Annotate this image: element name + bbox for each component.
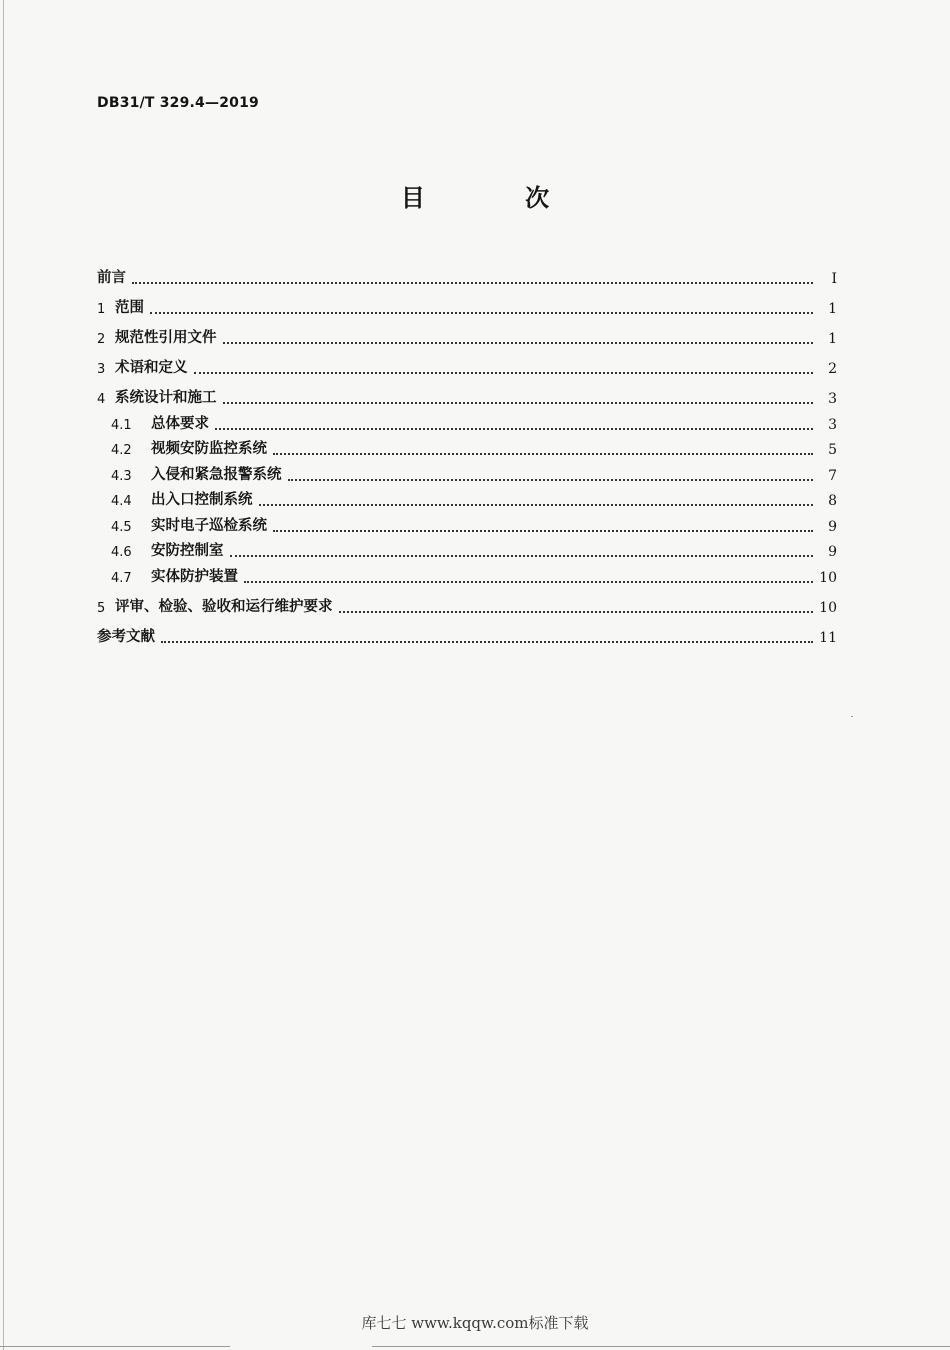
toc-entry[interactable] <box>97 586 837 616</box>
toc-entry-number: 4.7 <box>111 570 132 586</box>
toc-subentry[interactable] <box>97 433 837 459</box>
toc-entry-label: 总体要求 <box>151 415 209 432</box>
toc-entry-label: 实时电子巡检系统 <box>151 517 267 534</box>
toc-entry-page: 9 <box>828 518 837 535</box>
footer-watermark: 库七七 www.kqqw.com标准下载 <box>361 1314 589 1332</box>
toc-entry-label: 实体防护装置 <box>151 568 238 585</box>
toc-entry-page: 8 <box>828 493 837 509</box>
toc-entry[interactable] <box>97 616 837 646</box>
toc-entry[interactable] <box>97 317 837 347</box>
toc-entry[interactable] <box>97 347 837 377</box>
toc-entry-label: 规范性引用文件 <box>115 330 217 346</box>
toc-entry-number: 4.3 <box>111 468 132 484</box>
toc-entry[interactable] <box>97 257 837 287</box>
toc-leader-dots <box>230 541 814 557</box>
toc-entry-page: 3 <box>828 416 837 433</box>
toc-entry-label: 安防控制室 <box>151 543 224 559</box>
toc-entry-page: 5 <box>828 442 837 458</box>
toc-subentry[interactable] <box>97 560 837 586</box>
toc-subentry[interactable] <box>97 407 837 433</box>
toc-entry-label: 术语和定义 <box>115 360 188 376</box>
toc-entry-label: 系统设计和施工 <box>115 390 217 406</box>
toc-entry-label: 视频安防监控系统 <box>151 441 267 457</box>
toc-entry-page: Ⅰ <box>831 271 837 287</box>
toc-entry-label: 入侵和紧急报警系统 <box>151 466 282 483</box>
toc-leader-dots <box>215 414 813 430</box>
toc-leader-dots <box>273 439 813 455</box>
toc-entry-number: 2 <box>97 332 106 347</box>
toc-leader-dots <box>339 597 814 613</box>
toc-title: 目 次 <box>400 184 596 212</box>
toc-entry-page: 7 <box>828 467 837 484</box>
toc-entry-label: 参考文献 <box>97 628 155 645</box>
toc-entry-number: 5 <box>97 600 106 616</box>
toc-entry-page: 10 <box>819 599 837 616</box>
toc-entry-page: 9 <box>828 544 837 560</box>
toc-entry-label: 出入口控制系统 <box>151 492 253 508</box>
toc-entry[interactable] <box>97 377 837 407</box>
toc-leader-dots <box>161 627 813 643</box>
toc-entry-number: 4.1 <box>111 417 132 433</box>
toc-entry-number: 4.5 <box>111 519 132 535</box>
toc-leader-dots <box>273 516 813 532</box>
document-code: DB31/T 329.4—2019 <box>97 95 259 111</box>
toc-entry-page: 11 <box>819 629 837 646</box>
toc-entry-number: 1 <box>97 302 106 317</box>
toc-entry-number: 4.2 <box>111 443 132 458</box>
scan-bottom-line <box>372 1346 950 1347</box>
scan-bottom-line <box>0 1346 230 1347</box>
toc-entry-page: 2 <box>828 361 837 377</box>
toc-leader-dots <box>150 298 813 314</box>
toc-subentry[interactable] <box>97 535 837 561</box>
toc-leader-dots <box>132 268 813 284</box>
toc-subentry[interactable] <box>97 509 837 535</box>
toc-entry-number: 3 <box>97 362 106 377</box>
toc-leader-dots <box>244 567 813 583</box>
toc-leader-dots <box>223 388 814 404</box>
toc-entry-number: 4.6 <box>111 545 132 560</box>
toc-entry-page: 3 <box>828 391 837 407</box>
toc-leader-dots <box>288 465 814 481</box>
scan-speck <box>851 716 853 717</box>
toc-entry-page: 1 <box>828 331 837 347</box>
toc-subentry[interactable] <box>97 458 837 484</box>
toc-leader-dots <box>223 328 814 344</box>
toc-leader-dots <box>194 358 814 374</box>
toc-entry[interactable] <box>97 287 837 317</box>
toc-entry-label: 范围 <box>115 300 144 316</box>
table-of-contents <box>97 257 837 646</box>
toc-entry-number: 4.4 <box>111 494 132 509</box>
toc-leader-dots <box>259 490 814 506</box>
toc-entry-page: 1 <box>828 301 837 317</box>
toc-entry-label: 评审、检验、验收和运行维护要求 <box>115 598 333 615</box>
toc-entry-page: 10 <box>819 569 837 586</box>
toc-entry-number: 4 <box>97 392 106 407</box>
toc-subentry[interactable] <box>97 484 837 510</box>
toc-entry-label: 前言 <box>97 270 126 286</box>
